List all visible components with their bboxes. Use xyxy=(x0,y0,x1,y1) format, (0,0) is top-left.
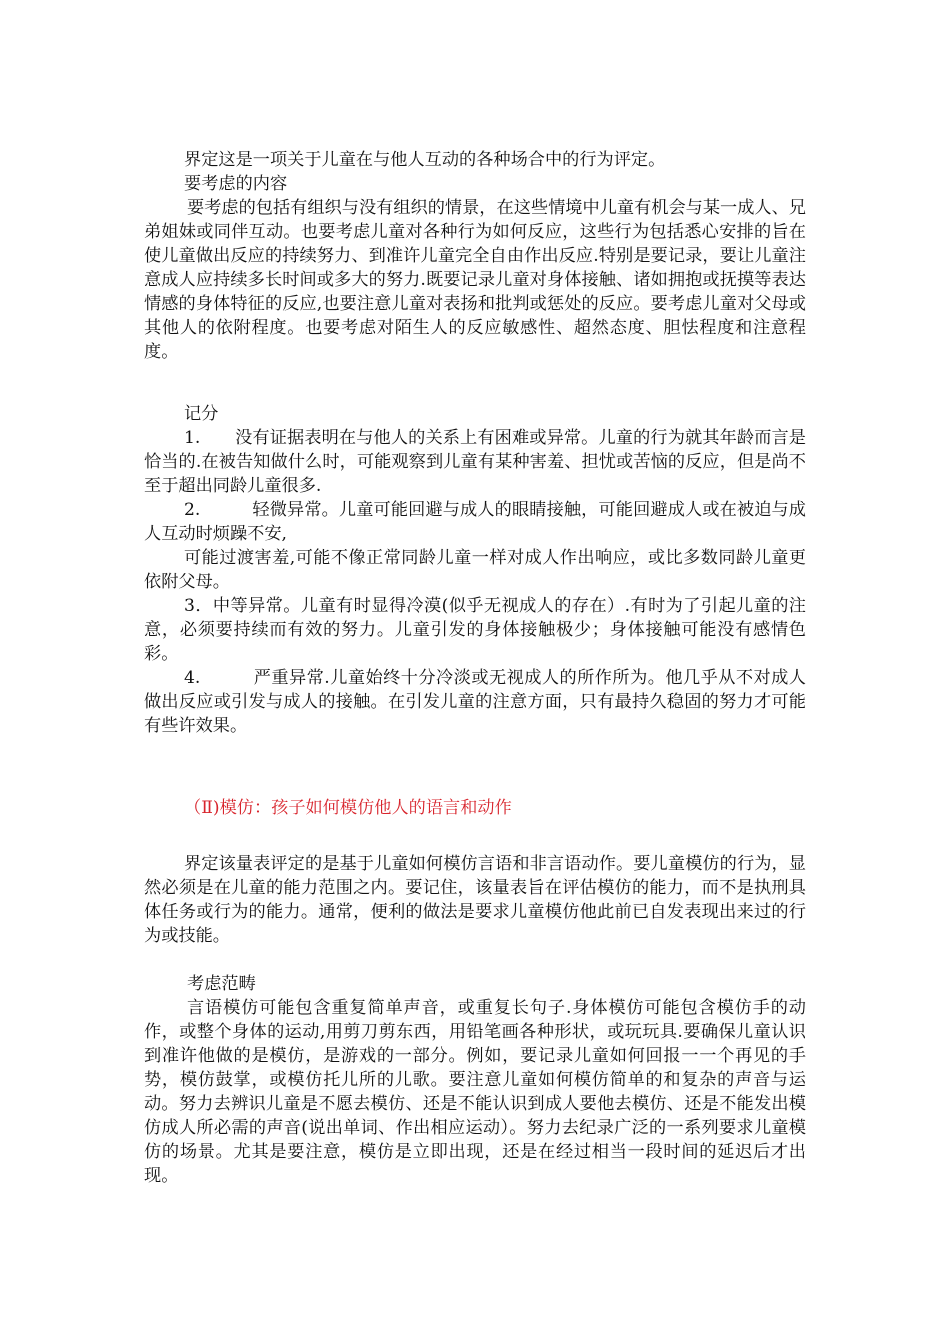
consider-paragraph: 要考虑的包括有组织与没有组织的情景，在这些情境中儿童有机会与某一成人、兄弟姐妹或同伴互动。也要考虑儿童对各种行为如何反应，这些行为包括悉心安排的旨在使儿童做出反应的持续努力、到准许儿童完全自由作出反应.特别是要记录，要让儿童注意成人应持续多长时间或多大的努力.既要记录儿童对身体接触、诸如拥抱或抚摸等表达情感的身体特征的反应,也要注意儿童对表扬和批判或惩处的反应。要考虑儿童对父母或其他人的依附程度。也要考虑对陌生人的反应敏感性、超然态度、胆怯程度和注意程度。 xyxy=(144,198,806,362)
score-item-1: 1. 没有证据表明在与他人的关系上有困难或异常。儿童的行为就其年龄而言是恰当的.在被告知做什么时，可能观察到儿童有某种害羞、担忧或苦恼的反应，但是尚不至于超出同龄儿童很多. xyxy=(144,428,806,496)
scoring-heading: 记分 xyxy=(184,404,219,424)
section2-heading-wrap xyxy=(144,796,806,820)
definition-paragraph: 界定这是一项关于儿童在与他人互动的各种场合中的行为评定。 xyxy=(184,150,666,170)
score-item-3: 3．中等异常。儿童有时显得冷漠(似乎无视成人的存在）.有时为了引起儿童的注意，必须要持续而有效的努力。儿童引发的身体接触极少；身体接触可能没有感情色彩。 xyxy=(144,596,806,664)
scoring-block xyxy=(144,402,806,738)
score-item-2-continued: 可能过渡害羞,可能不像正常同龄儿童一样对成人作出响应，或比多数同龄儿童更依附父母。 xyxy=(144,548,806,592)
section2-heading: （Ⅱ)模仿：孩子如何模仿他人的语言和动作 xyxy=(184,798,512,818)
section2-consider xyxy=(144,972,806,1188)
section1-intro xyxy=(144,148,806,364)
section2-consider-paragraph: 言语模仿可能包含重复简单声音，或重复长句子.身体模仿可能包含模仿手的动作，或整个身体的运动,用剪刀剪东西，用铅笔画各种形状，或玩玩具.要确保儿童认识到准许他做的是模仿，是游戏的一部分。例如，要记录儿童如何回报一一个再见的手势，模仿鼓掌，或模仿托儿所的儿歌。要注意儿童如何模仿简单的和复杂的声音与运动。努力去辨识儿童是不愿去模仿、还是不能认识到成人要他去模仿、还是不能发出模仿成人所必需的声音(说出单词、作出相应运动）。努力去纪录广泛的一系列要求儿童模仿的场景。尤其是要注意，模仿是立即出现，还是在经过相当一段时间的延迟后才出现。 xyxy=(144,998,806,1186)
score-item-4: 4. 严重异常.儿童始终十分冷淡或无视成人的所作所为。他几乎从不对成人做出反应或引发与成人的接触。在引发儿童的注意方面，只有最持久稳固的努力才可能有些许效果。 xyxy=(144,668,806,736)
section2-consider-heading: 考虑范畴 xyxy=(187,974,256,994)
score-item-2: 2. 轻微异常。儿童可能回避与成人的眼睛接触，可能回避成人或在被迫与成人互动时烦躁不安, xyxy=(144,500,806,544)
section2-definition: 界定该量表评定的是基于儿童如何模仿言语和非言语动作。要儿童模仿的行为，显然必须是在儿童的能力范围之内。要记住，该量表旨在评估模仿的能力，而不是执刑具体任务或行为的能力。通常，便利的做法是要求儿童模仿他此前已自发表现出来过的行为或技能。 xyxy=(144,854,806,946)
consider-heading: 要考虑的内容 xyxy=(184,174,288,194)
section2-definition-wrap xyxy=(144,852,806,948)
